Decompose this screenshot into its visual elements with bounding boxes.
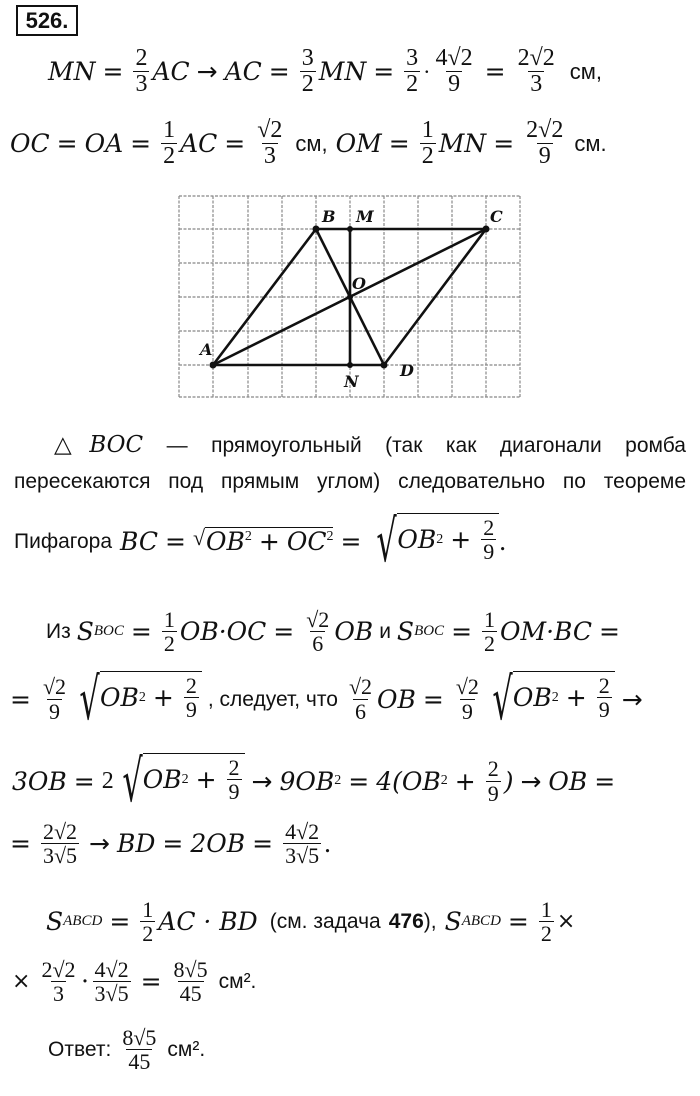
math-om: OM bbox=[335, 129, 382, 159]
fraction: $\frac{1}{2}$ bbox=[421, 117, 434, 170]
unit-text: см, bbox=[569, 58, 603, 84]
label-n: N bbox=[344, 372, 359, 391]
math-mn: MN bbox=[318, 57, 367, 87]
fraction: $\frac{3}{2}$ bbox=[406, 45, 419, 98]
label-m: M bbox=[356, 207, 374, 226]
fraction: $\frac{√2}{3}$ bbox=[257, 117, 283, 170]
answer-unit: см². bbox=[167, 1038, 206, 1062]
equals-sign: = bbox=[388, 129, 410, 159]
fraction: $\frac{1}{2}$ bbox=[163, 117, 176, 170]
pythagoras-line: Пифагора BC = √ $OB^2 + OC^2$ = √ OB 2 + $\frac{2}{9}$ . bbox=[14, 507, 506, 575]
text-line: △BOC — прямоугольный (так как диагонали ромба bbox=[54, 432, 686, 458]
equation-line-5: 3OB = 2 √ OB 2 + $\frac{2}{9}$ → 9OB 2 = 4(OB 2 + $\frac{2}{9}$ ) → OB = bbox=[12, 747, 616, 815]
math-oc: OC bbox=[10, 129, 50, 159]
answer-line bbox=[48, 1026, 205, 1073]
equation-line-4: = $\frac{√2}{9}$ √ OB 2 + $\frac{2}{9}$ , следует, что $\frac{√2}{6}$ OB = $\frac{√2}{9}$ √ OB 2 + $\frac{2}{9}$ → bbox=[10, 665, 643, 733]
rhombus-figure bbox=[0, 0, 700, 420]
fraction: $\frac{2√2}{3}$ bbox=[517, 45, 555, 98]
problem-number: 526. bbox=[16, 5, 78, 36]
square-root: √ OB 2 + $\frac{2}{9}$ bbox=[368, 512, 499, 570]
answer-fraction: $\frac{8√5}{45}$ bbox=[122, 1025, 157, 1075]
text-line: пересекаются под прямым углом) следовательно по теореме bbox=[14, 470, 686, 493]
unit-text: см, bbox=[295, 130, 328, 156]
math-ac: AC bbox=[180, 129, 218, 159]
equals-sign: = bbox=[484, 57, 506, 87]
label-b: B bbox=[322, 207, 336, 226]
math-mn: MN bbox=[438, 129, 487, 159]
dot-operator: · bbox=[423, 58, 431, 84]
fraction: $\frac{2}{3}$ bbox=[135, 45, 148, 98]
equals-sign: = bbox=[224, 129, 246, 159]
unit-text: см. bbox=[574, 130, 607, 156]
equation-line-6: = $\frac{2√2}{3√5}$ → BD = 2OB = $\frac{4√2}{3√5}$ . bbox=[10, 819, 331, 869]
equals-sign: = bbox=[373, 57, 395, 87]
fraction: $\frac{3}{2}$ bbox=[301, 45, 314, 98]
label-d: D bbox=[400, 361, 414, 380]
equals-sign: = bbox=[130, 129, 152, 159]
fraction: $\frac{2√2}{9}$ bbox=[526, 117, 564, 170]
equals-sign: = bbox=[102, 57, 124, 87]
math-ac: AC bbox=[152, 57, 190, 87]
equals-sign: = bbox=[268, 57, 290, 87]
label-o: O bbox=[352, 274, 366, 293]
equals-sign: = bbox=[493, 129, 515, 159]
equation-line-3: Из S BOC = $\frac{1}{2}$ OB·OC = $\frac{√2}{6}$ OB и S BOC = $\frac{1}{2}$ OM·BC = bbox=[46, 607, 620, 657]
math-ac: AC bbox=[224, 57, 262, 87]
label-c: C bbox=[490, 207, 503, 226]
label-a: A bbox=[200, 340, 213, 359]
fraction: $\frac{4√2}{9}$ bbox=[435, 45, 473, 98]
equals-sign: = bbox=[56, 129, 78, 159]
math-mn: MN bbox=[48, 57, 96, 87]
square-root: √ $OB^2 + OC^2$ bbox=[192, 525, 334, 556]
equation-line-7: S ABCD = $\frac{1}{2}$ AC · BD (см. задача 476 ), S ABCD = $\frac{1}{2}$ × bbox=[46, 897, 576, 947]
math-oa: OA bbox=[84, 129, 124, 159]
answer-label: Ответ: bbox=[48, 1038, 112, 1062]
equation-line-8: × $\frac{2√2}{3}$ · $\frac{4√2}{3√5}$ = $\frac{8√5}{45}$ см². bbox=[12, 957, 257, 1007]
arrow-icon: → bbox=[196, 57, 218, 87]
